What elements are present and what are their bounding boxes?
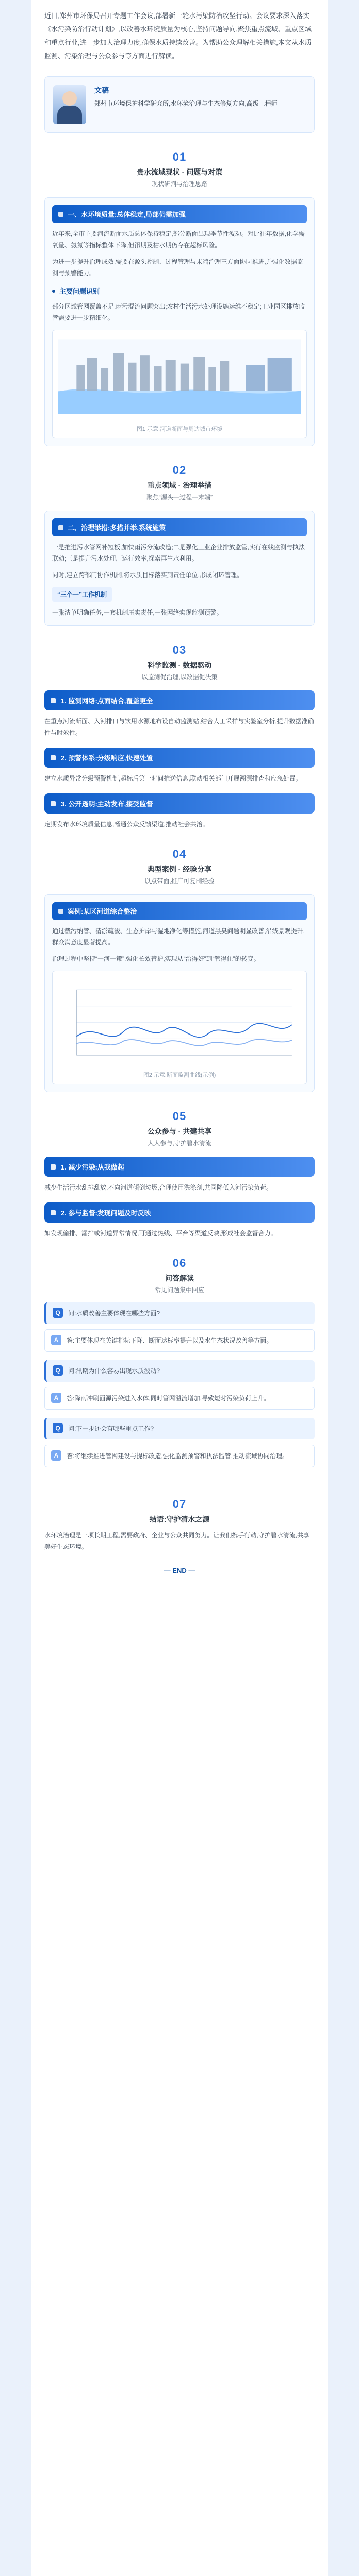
section-06-header [44, 1257, 315, 1294]
outro-number: 07 [172, 1498, 187, 1511]
section-02-tag-desc: 一张清单明确任务,一套机制压实责任,一张网络实现监测预警。 [52, 609, 223, 616]
bullet-dot-icon [52, 290, 55, 293]
section-06-number: 06 [172, 1257, 187, 1269]
section-05-block-2-title: 2. 参与监督:发现问题及时反映 [61, 1209, 151, 1217]
section-03-block-1-title: 1. 监测网络:点面结合,覆盖更全 [61, 697, 153, 705]
outro-text: 水环境治理是一项长期工程,需要政府、企业与公众共同努力。让我们携手行动,守护碧水清流,共享美好生态环境。 [44, 1532, 310, 1550]
qa-question-3-text: 问:下一步还会有哪些重点工作? [68, 1425, 154, 1432]
qa-answer-3-text: 答:将继续推进管网建设与提标改造,强化监测预警和执法监管,推动流域协同治理。 [67, 1452, 289, 1460]
outro-title: 结语:守护清水之源 [149, 1515, 210, 1523]
block-square-icon [51, 698, 56, 703]
section-04-bar-text: 案例:某区河道综合整治 [68, 908, 137, 916]
section-05-block-2-bar [44, 1202, 315, 1223]
qa-question-3 [44, 1418, 315, 1439]
bar-square-icon [58, 909, 63, 914]
section-01-header [44, 150, 315, 188]
section-01-figure-caption: 图1 示意:河道断面与周边城市环境 [136, 426, 223, 432]
section-01-subtitle: 现状研判与治理思路 [151, 180, 207, 188]
section-05-header [44, 1110, 315, 1147]
section-02-subtitle: 聚焦“源头—过程—末端” [146, 494, 213, 501]
section-04-header [44, 848, 315, 885]
section-04-bar [52, 902, 307, 920]
section-01-paragraph-1: 近年来,全市主要河流断面水质总体保持稳定,部分断面出现季节性波动。对比往年数据,化学需氧量、氨氮等指标整体下降,但汛期及枯水期仍存在超标风险。 [52, 230, 305, 249]
section-03-block-1-bar [44, 690, 315, 710]
section-01-bar-text: 一、水环境质量:总体稳定,局部仍需加强 [68, 211, 186, 218]
bar-square-icon [58, 525, 63, 530]
section-01-panel [44, 197, 315, 446]
section-03-subtitle: 以监测促治理,以数据促决策 [141, 673, 218, 681]
author-info [94, 85, 278, 109]
qa-question-1 [44, 1302, 315, 1324]
section-04-title: 典型案例 · 经验分享 [147, 865, 212, 873]
section-04-number: 04 [172, 848, 187, 860]
question-badge-icon: Q [53, 1423, 63, 1433]
section-04-figure [52, 971, 307, 1084]
section-03-block-1-text: 在重点河流断面、入河排口与饮用水源地布设自动监测站,结合人工采样与实验室分析,提升数据准确性与时效性。 [44, 718, 314, 736]
section-02-header [44, 464, 315, 501]
qa-answer-2 [44, 1387, 315, 1410]
section-02-number: 02 [172, 464, 187, 477]
monitoring-chart-illustration [58, 976, 301, 1064]
section-01-title: 贵水流域现状 · 问题与对策 [136, 168, 223, 176]
section-03-title: 科学监测 · 数据驱动 [147, 661, 212, 669]
section-04-subtitle: 以点带面,推广可复制经验 [144, 877, 215, 885]
section-03-block-3-title: 3. 公开透明:主动发布,接受监督 [61, 800, 153, 808]
question-badge-icon: Q [53, 1308, 63, 1318]
section-01-figure [52, 330, 307, 438]
block-square-icon [51, 801, 56, 806]
article-content [31, 9, 328, 1574]
section-05-title: 公众参与 · 共建共享 [147, 1127, 212, 1136]
block-square-icon [51, 1164, 56, 1170]
qa-answer-1-text: 答:主要体现在关键指标下降、断面达标率提升以及水生态状况改善等方面。 [67, 1337, 273, 1344]
answer-badge-icon: A [51, 1450, 61, 1461]
author-name: 文稿 [94, 86, 109, 94]
section-06-subtitle: 常见问题集中回应 [154, 1286, 204, 1294]
section-02-panel [44, 511, 315, 626]
river-illustration [58, 335, 301, 418]
qa-answer-1 [44, 1329, 315, 1352]
section-03-header [44, 643, 315, 681]
section-01-mini-paragraph: 部分区域管网覆盖不足,雨污混流问题突出;农村生活污水处理设施运维不稳定;工业园区排放监管需要进一步精细化。 [52, 303, 305, 321]
author-avatar [53, 85, 86, 124]
section-05-number: 05 [172, 1110, 187, 1123]
section-02-bar-text: 二、治理举措:多措并举,系统施策 [68, 524, 166, 532]
section-04-panel [44, 894, 315, 1092]
outro-header [44, 1498, 315, 1524]
qa-question-2 [44, 1360, 315, 1382]
section-04-paragraph-2: 治理过程中坚持“一河一策”,强化长效管护,实现从“治得好”到“管得住”的转变。 [52, 955, 260, 962]
section-01-bar [52, 205, 307, 223]
block-square-icon [51, 1210, 56, 1215]
section-03-block-2-text: 建立水质异常分级预警机制,超标后第一时间推送信息,联动相关部门开展溯源排查和应急处置。 [44, 775, 302, 782]
section-05-subtitle: 人人参与,守护碧水清流 [148, 1140, 211, 1147]
section-03-block-3-text: 定期发布水环境质量信息,畅通公众反馈渠道,推动社会共治。 [44, 821, 209, 828]
avatar-body-icon [57, 106, 82, 124]
section-03-block-3-bar [44, 793, 315, 814]
qa-question-2-text: 问:汛期为什么容易出现水质波动? [68, 1367, 160, 1375]
answer-badge-icon: A [51, 1393, 61, 1403]
section-03-block-2-bar [44, 748, 315, 768]
section-06-title: 问答解读 [165, 1274, 194, 1282]
section-04-paragraph-1: 通过截污纳管、清淤疏浚、生态护岸与湿地净化等措施,河道黑臭问题明显改善,沿线景观提升,群众满意度显著提高。 [52, 927, 305, 946]
qa-question-1-text: 问:水质改善主要体现在哪些方面? [68, 1310, 160, 1317]
block-square-icon [51, 755, 56, 760]
section-01-paragraph-2: 为进一步提升治理成效,需要在源头控制、过程管理与末端治理三方面协同推进,并强化数据监测与预警能力。 [52, 258, 303, 277]
author-card [44, 76, 315, 133]
section-02-paragraph-1: 一是推进污水管网补短板,加快雨污分流改造;二是强化工业企业排放监管,实行在线监测与执法联动;三是提升污水处理厂运行效率,探索再生水利用。 [52, 544, 305, 562]
bar-square-icon [58, 212, 63, 217]
section-02-title: 重点领域 · 治理举措 [147, 481, 212, 489]
section-01-mini-title-text: 主要问题识别 [59, 287, 100, 295]
intro-paragraph: 近日,郑州市环保局召开专题工作会议,部署新一轮水污染防治攻坚行动。会议要求深入落实《水污染防治行动计划》,以改善水环境质量为核心,坚持问题导向,聚焦重点流域、重点区域和重点行业,进一步加大治理力度,确保水质持续改善。为帮助公众理解相关措施,本文从水质监测、污染治理与公众参与等方面进行解读。 [44, 12, 312, 60]
author-desc: 郑州市环境保护科学研究所,水环境治理与生态修复方向,高级工程师 [94, 100, 278, 107]
section-05-block-2-text: 如发现偷排、漏排或河道异常情况,可通过热线、平台等渠道反映,形成社会监督合力。 [44, 1230, 277, 1237]
section-01-mini-title [52, 286, 307, 296]
section-05-block-1-bar [44, 1157, 315, 1177]
end-mark: — END — [164, 1567, 195, 1574]
section-03-block-2-title: 2. 预警体系:分级响应,快速处置 [61, 754, 153, 762]
section-05-block-1-text: 减少生活污水乱排乱放,不向河道倾倒垃圾,合理使用洗涤剂,共同降低入河污染负荷。 [44, 1184, 273, 1191]
section-05-block-1-title: 1. 减少污染:从我做起 [61, 1163, 124, 1171]
section-02-paragraph-2: 同时,建立跨部门协作机制,将水质目标落实到责任单位,形成闭环管理。 [52, 571, 243, 579]
avatar-head-icon [62, 91, 77, 106]
section-02-bar [52, 518, 307, 536]
section-02-tag: “三个一”工作机制 [52, 587, 112, 602]
section-04-figure-caption: 图2 示意:断面监测曲线(示例) [143, 1072, 216, 1078]
question-badge-icon: Q [53, 1365, 63, 1376]
qa-answer-3 [44, 1445, 315, 1467]
answer-badge-icon: A [51, 1335, 61, 1345]
section-01-number: 01 [172, 150, 187, 163]
article-frame [31, 0, 328, 2576]
qa-answer-2-text: 答:降雨冲刷面源污染进入水体,同时管网溢流增加,导致短时污染负荷上升。 [67, 1395, 270, 1402]
section-03-number: 03 [172, 643, 187, 656]
